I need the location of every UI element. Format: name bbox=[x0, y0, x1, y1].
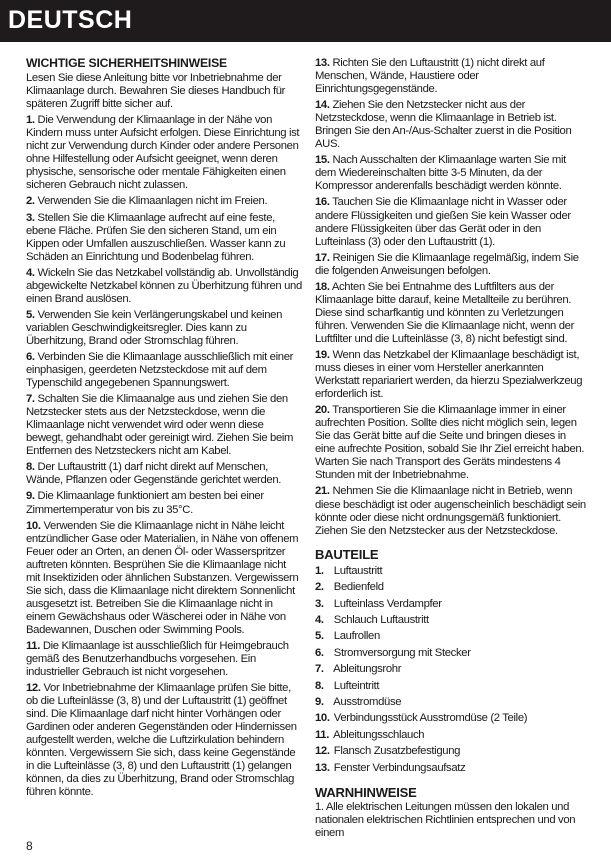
parts-item: 13. Fenster Verbindungsaufsatz bbox=[315, 761, 466, 774]
safety-item-15: 15. Nach Ausschalten der Klimaanlage warten Sie mit dem Wiedereinschalten bitte 3-5 Minuten, da der Kompressor anderenfalls beschädigt werden könnte. bbox=[315, 154, 566, 193]
safety-item-16: 16. Tauchen Sie die Klimaanlage nicht in Wasser oder andere Flüssigkeiten und gießen Sie kein Wasser oder andere Flüssigkeiten über das Gerät oder in den Lufteinlass (3) oder den Luftaustritt (1). bbox=[315, 196, 571, 248]
safety-item-10: 10. Verwenden Sie die Klimaanlage nicht in Nähe leicht entzündlicher Gase oder Materialien, in Nähe von offenem Feuer oder an Orten, an denen Öl- oder Wasserspritzer auftreten könnten. Besprühen Sie die Klimaanlage nicht mit Insektiziden oder ähnlichen Substanzen. Vergewissern Sie sich, dass die Klimaanlage nicht direktem Sonnenlicht ausgesetzt ist. Betreiben Sie die Klimaanlage nicht in einem Gewächshaus oder Wäscherei oder in Nähe von Badewannen, Duschen oder Swimming Pools. bbox=[26, 519, 299, 636]
parts-section bbox=[315, 548, 587, 776]
right-column bbox=[315, 57, 587, 843]
safety-heading: WICHTIGE SICHERHEITSHINWEISE bbox=[26, 56, 227, 70]
safety-item-14: 14. Ziehen Sie den Netzstecker nicht aus der Netzsteckdose, wenn die Klimaanlage in Betrieb ist. Bringen Sie den An-/Aus-Schalter zuerst in die Position AUS. bbox=[315, 99, 572, 151]
safety-item-19: 19. Wenn das Netzkabel der Klimaanlage beschädigt ist, muss dieses in einer vom Hersteller anerkannten Werkstatt repariariert werden, da hierzu Spezialwerkzeug erforderlich ist. bbox=[315, 348, 583, 401]
parts-item: 8. Lufteintritt bbox=[315, 679, 380, 692]
parts-item: 7. Ableitungsrohr bbox=[315, 663, 402, 676]
safety-intro: Lesen Sie diese Anleitung bitte vor Inbetriebnahme der Klimaanlage durch. Bewahren Sie dieses Handbuch für späteren Zugriff bitte sicher auf. bbox=[26, 72, 286, 111]
page-number: 8 bbox=[26, 839, 33, 853]
parts-item: 1. Luftaustritt bbox=[315, 564, 383, 577]
safety-item-7: 7. Schalten Sie die Klimaanalge aus und ziehen Sie den Netzstecker stets aus der Netzsteckdose, wenn die Klimaanlage nicht verwendet wird oder wenn diese bewegt, gehandhabt oder gereinigt wird. Ziehen Sie beim Entfernen des Netzsteckers nicht am Kabel. bbox=[26, 393, 294, 458]
warnings-section bbox=[315, 786, 587, 840]
parts-item: 12. Flansch Zusatzbefestigung bbox=[315, 745, 461, 758]
left-column bbox=[26, 57, 302, 803]
safety-item-4: 4. Wickeln Sie das Netzkabel vollständig ab. Unvollständig abgewickelte Netzkabel können zu Überhitzung führen und einen Brand auslösen. bbox=[26, 266, 302, 305]
parts-item: 10. Verbindungsstück Ausstromdüse (2 Teile) bbox=[315, 712, 528, 725]
parts-item: 3. Lufteinlass Verdampfer bbox=[315, 597, 442, 610]
safety-item-13: 13. Richten Sie den Luftaustritt (1) nicht direkt auf Menschen, Wände, Haustiere oder Einrichtungsgegenstände. bbox=[315, 57, 545, 96]
safety-item-11: 11. Die Klimaanlage ist ausschließlich für Heimgebrauch gemäß des Benutzerhandbuchs vorgesehen. Ein industrieller Gebrauch ist nicht vorgesehen. bbox=[26, 639, 289, 679]
parts-item: 4. Schlauch Luftaustritt bbox=[315, 613, 429, 626]
safety-item-9: 9. Die Klimaanlage funktioniert am besten bei einer Zimmertemperatur von bis zu 35°C. bbox=[26, 490, 264, 516]
safety-item-17: 17. Reinigen Sie die Klimaanlage regelmäßig, indem Sie die folgenden Anweisungen befolgen. bbox=[315, 251, 579, 277]
page-header bbox=[0, 0, 611, 42]
language-title: DEUTSCH bbox=[8, 6, 133, 34]
parts-item: 6. Stromversorgung mit Stecker bbox=[315, 646, 471, 659]
warnings-text: 1. Alle elektrischen Leitungen müssen den lokalen und nationalen elektrischen Richtlinien entsprechen und von einem bbox=[315, 801, 576, 840]
parts-item: 11. Ableitungsschlauch bbox=[315, 728, 425, 741]
parts-item: 9. Ausstromdüse bbox=[315, 695, 402, 708]
parts-item: 5. Laufrollen bbox=[315, 630, 380, 643]
parts-item: 2. Bedienfeld bbox=[315, 581, 384, 594]
safety-item-5: 5. Verwenden Sie kein Verlängerungskabel und keinen variablen Geschwindigkeitsregler. Dies kann zu Überhitzung, Brand oder Stromschlag führen. bbox=[26, 308, 283, 347]
warnings-heading: WARNHINWEISE bbox=[315, 784, 417, 800]
safety-item-20: 20. Transportieren Sie die Klimaanlage immer in einer aufrechten Position. Sollte dies nicht möglich sein, legen Sie das Gerät bitte auf die Seite und bringen dieses in eine aufrechte Position, sobald Sie Ihr Ziel erreicht haben. Warten Sie nach Transport des Geräts mindestens 4 Stunden mit der Inbetriebnahme. bbox=[315, 404, 585, 482]
safety-item-1: 1. Die Verwendung der Klimaanlage in der Nähe von Kindern muss unter Aufsicht erfolgen. Diese Einrichtung ist nicht zur Verwendung durch Kinder oder andere Personen ohne Hilfestellung oder Aufsicht geeignet, wenn deren physische, sensorische oder mentale Fähigkeiten einen sicheren Gebrauch nicht zulassen. bbox=[26, 114, 300, 192]
safety-item-8: 8. Der Luftaustritt (1) darf nicht direkt auf Menschen, Wände, Pflanzen oder Gegenstände gerichtet werden. bbox=[26, 461, 282, 487]
parts-list bbox=[315, 563, 587, 776]
safety-item-12: 12. Vor Inbetriebnahme der Klimaanlage prüfen Sie bitte, ob die Lufteinlässe (3, 8) und der Luftaustritt (1) geöffnet sind. Die Klimaanlage darf nicht hinter Vorhängen oder Gardinen oder anderen Gegenständen oder Hindernissen aufgestellt werden, welche die Luftzirkulation behindern könnten. Vergewissern Sie sich, dass keine Gegenstände in die Lufteinlässe (3, 8) und den Luftaustritt (1) gelangen können, da dies zu Überhitzung, Brand oder Stromschlag führen könnte. bbox=[26, 682, 297, 799]
safety-item-2: 2. Verwenden Sie die Klimaanlagen nicht im Freien. bbox=[26, 195, 268, 208]
safety-item-21: 21. Nehmen Sie die Klimaanlage nicht in Betrieb, wenn diese beschädigt ist oder augenscheinlich beschädigt sein könnte oder diese nicht ordnungsgemäß funktioniert. Ziehen Sie den Netzstecker aus der Netzsteckdose. bbox=[315, 485, 586, 537]
safety-item-3: 3. Stellen Sie die Klimaanlage aufrecht auf eine feste, ebene Fläche. Prüfen Sie den sicheren Stand, um ein Kippen oder Umfallen auszuschließen. Wasser kann zu Schäden an Einrichtung und Bodenbelag führen. bbox=[26, 211, 286, 263]
parts-heading: BAUTEILE bbox=[315, 546, 379, 562]
safety-item-6: 6. Verbinden Sie die Klimaanlage ausschließlich mit einer einphasigen, geerdeten Netzsteckdose mit auf dem Typenschild angegebenen Spannungswert. bbox=[26, 350, 294, 390]
safety-item-18: 18. Achten Sie bei Entnahme des Luftfilters aus der Klimaanlage bitte darauf, keine Metallteile zu berühren. Diese sind scharfkantig und könnten zu Verletzungen führen. Verwenden Sie die Klimaanlage nicht, wenn der Luftfilter und die Lufteinlässe (3, 8) nicht befestigt sind. bbox=[315, 280, 575, 345]
